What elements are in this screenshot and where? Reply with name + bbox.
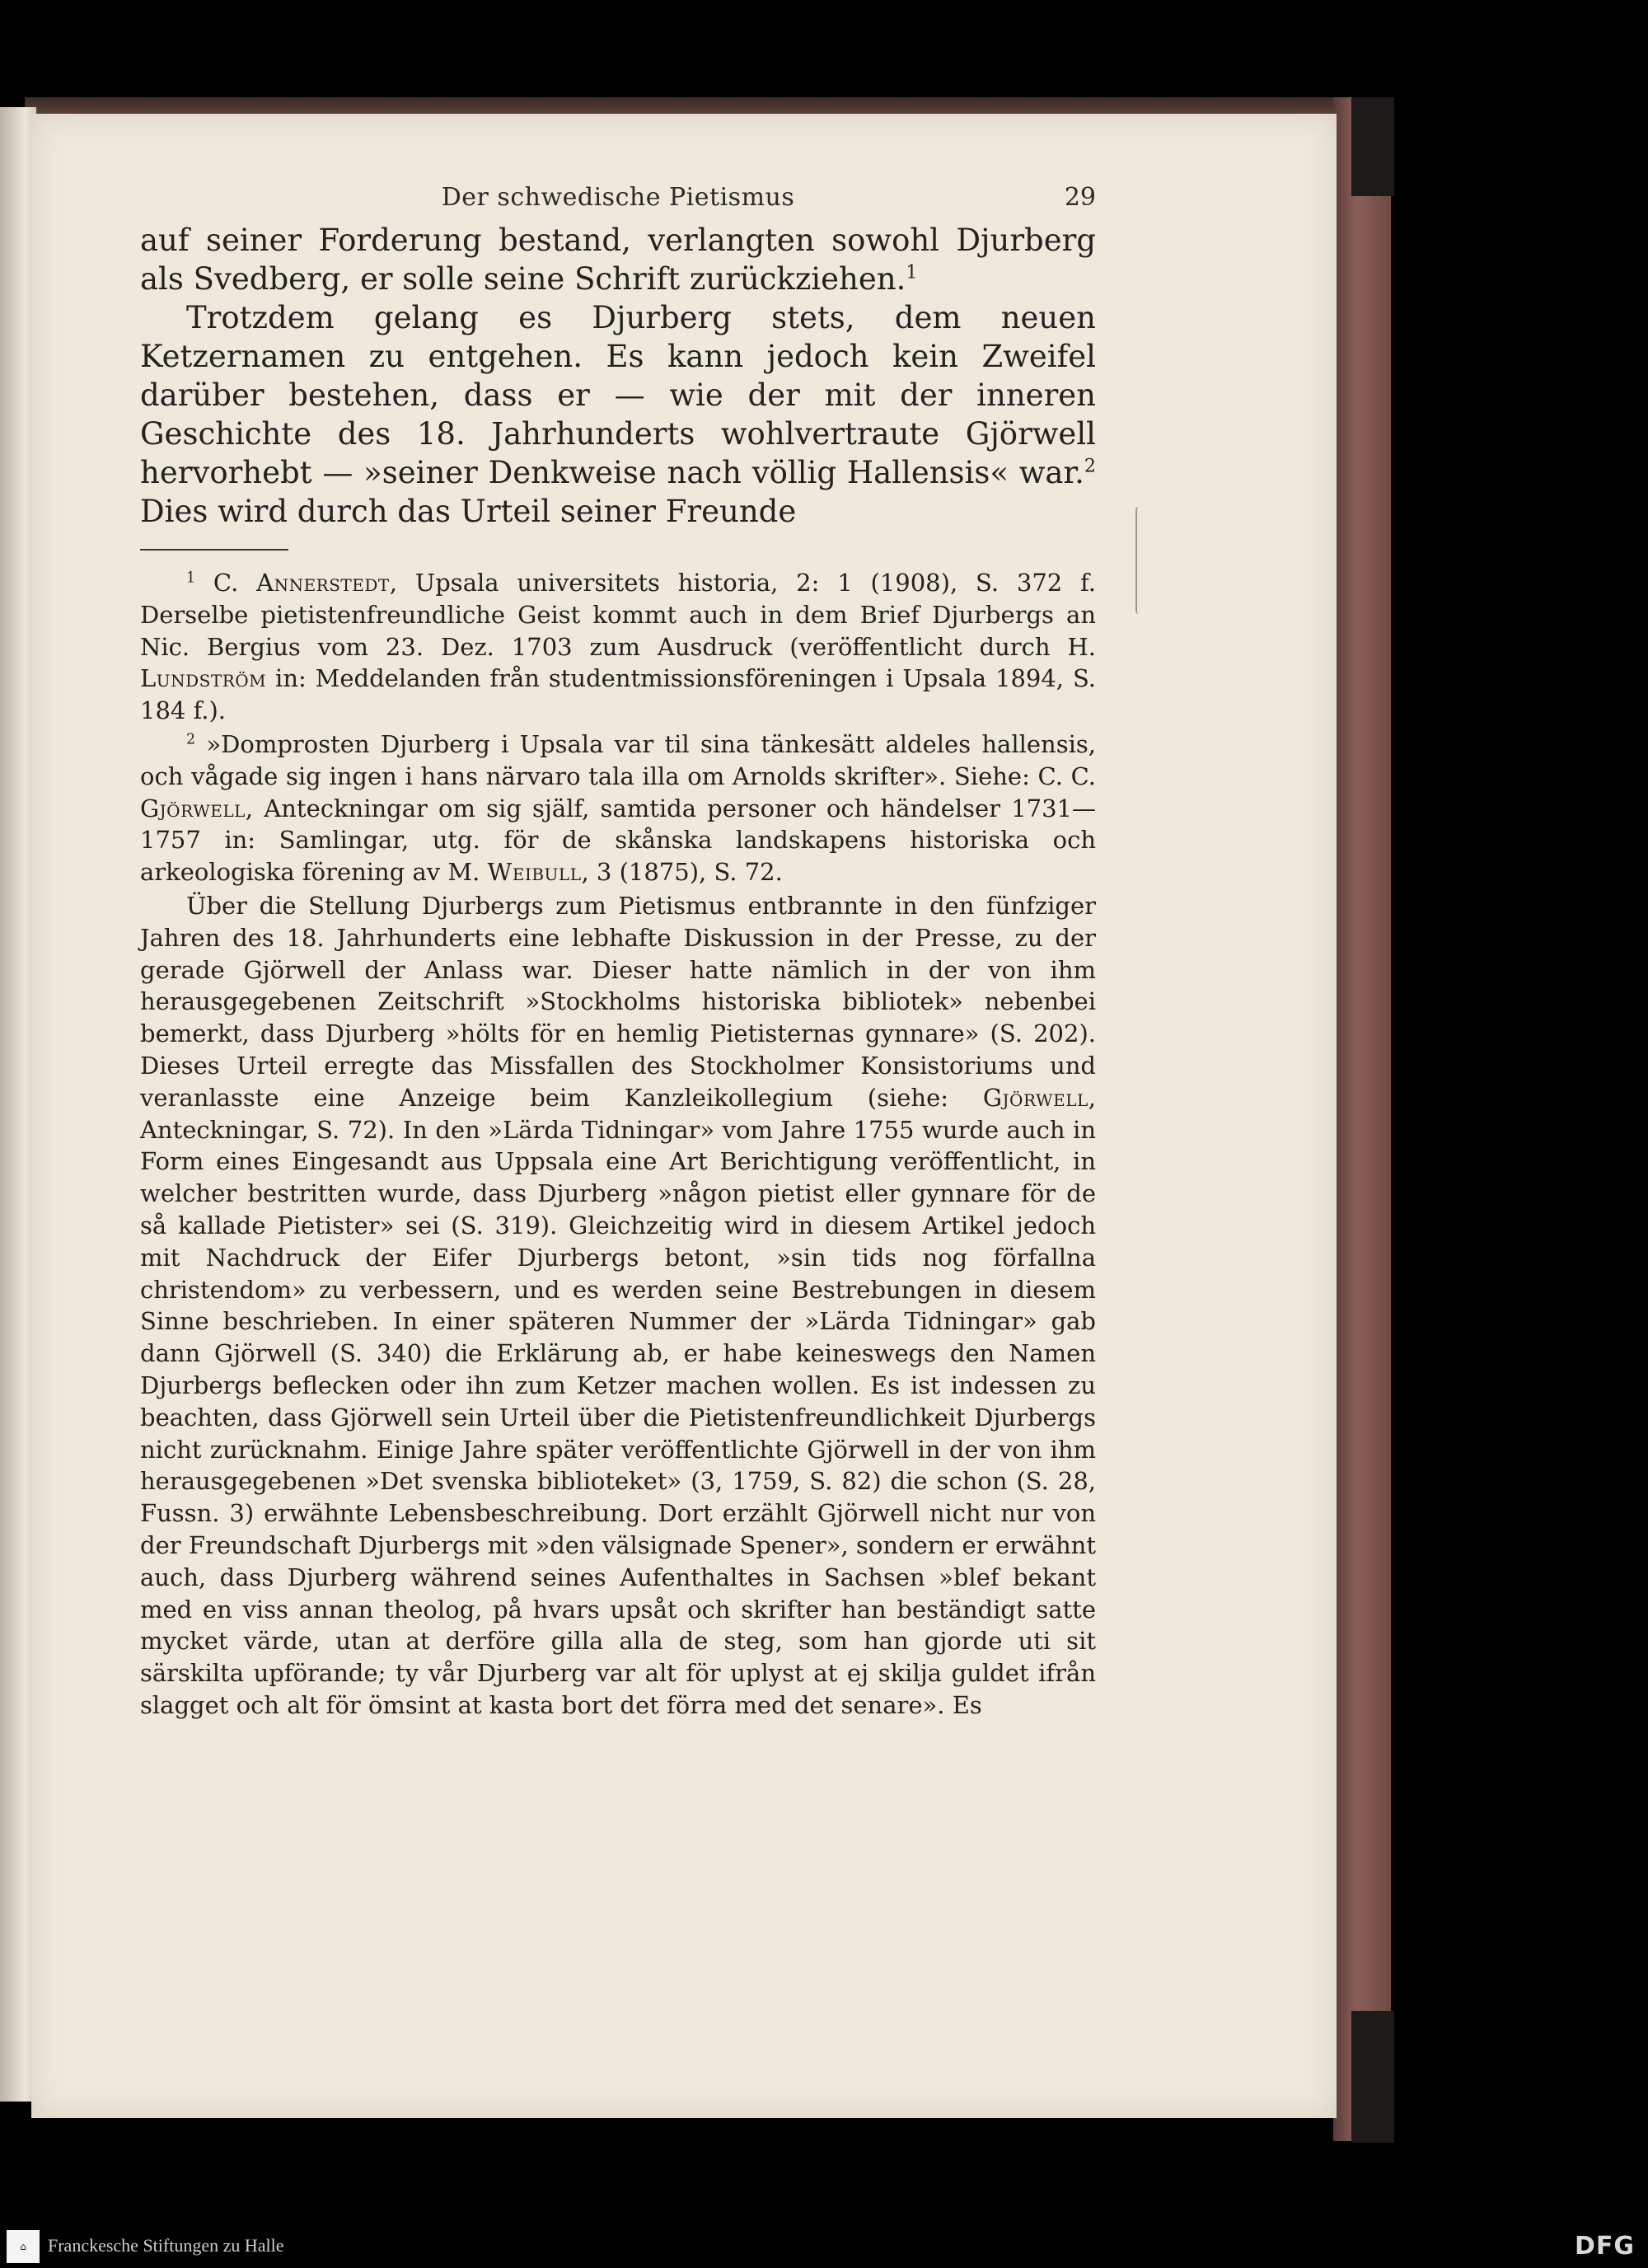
footnote-continuation	[140, 890, 1096, 1722]
footnote-text: , Anteckningar om sig själf, samtida personer och händelser 1731—1757 in: Samlingar, utg. för de skånska landskapens historiska och arkeologiska förening av M.	[140, 794, 1096, 887]
running-head	[140, 175, 1096, 224]
author-name: Lundström	[140, 664, 267, 693]
body-text: Dies wird durch das Urteil seiner Freunde	[140, 494, 797, 529]
footnote-text: , Anteckningar, S. 72). In den »Lärda Tidningar» vom Jahre 1755 wurde auch in Form eines Eingesandt aus Uppsala eine Art Berichtigung veröffentlicht, in welcher bestritten wurde, dass Djurberg »någon pietist eller gynnare för de så kallade Pietister» sei (S. 319). Gleichzeitig wird in diesem Artikel jedoch mit Nachdruck der Eifer Djurbergs betont, »sin tids nog förfallna christendom» zu verbessern, und es werden seine Bestrebungen in diesem Sinne beschrieben. In einer späteren Nummer der »Lärda Tidningar» gab dann Gjörwell (S. 340) die Erklärung ab, er habe keineswegs den Namen Djurbergs beflecken oder ihn zum Ketzer machen wollen. Es ist indessen zu beachten, dass Gjörwell sein Urteil über die Pietistenfreundlichkeit Djurbergs nicht zurücknahm. Einige Jahre später veröffentlichte Gjörwell in der von ihm herausgegebenen »Det svenska biblioteket» (3, 1759, S. 82) die schon (S. 28, Fussn. 3) erwähnte Lebensbeschreibung. Dort erzählt Gjörwell nicht nur von der Freundschaft Djurbergs mit »den välsignade Spener», sondern er erwähnt auch, dass Djurberg während seines Aufenthaltes in Sachsen »blef bekant med en viss annan theolog, på hvars upsåt och skrifter han beständigt satte mycket värde, utan at derföre gilla alla de steg, som han gjorde uti sit särskilta upförande; ty vår Djurberg var alt för uplyst at ej skilja guldet ifrån slagget och alt för ömsint at kasta bort det förra med det senare». Es	[140, 1083, 1096, 1719]
footnote-text: in: Meddelanden från studentmissionsföreningen i Upsala 1894, S. 184 f.).	[140, 664, 1096, 725]
footnote-text: Über die Stellung Djurbergs zum Pietismus entbrannte in den fünfziger Jahren des 18. Jahrhunderts eine lebhafte Diskussion in der Presse, zu der gerade Gjörwell der Anlass war. Dieser hatte nämlich in der von ihm herausgegebenen Zeitschrift »Stockholms historiska bibliotek» nebenbei bemerkt, dass Djurberg »hölts för en hemlig Pietisternas gynnare» (S. 202). Dieses Urteil erregte das Missfallen des Stockholmer Konsistoriums und veranlasste eine Anzeige beim Kanzleikollegium (siehe:	[140, 891, 1096, 1112]
viewer-footer	[0, 2225, 1648, 2268]
footnote-text: , Upsala universitets historia, 2: 1 (1908), S. 372 f. Derselbe pietistenfreundliche Geist kommt auch in dem Brief Djurbergs an Nic. Bergius vom 23. Dez. 1703 zum Ausdruck (veröffentlicht durch H.	[140, 569, 1096, 661]
author-name: Gjörwell	[982, 1083, 1089, 1112]
pencil-margin-mark	[1135, 507, 1142, 614]
body-text: Trotzdem gelang es Djurberg stets, dem neuen Ketzernamen zu entgehen. Es kann jedoch kein Zweifel darüber bestehen, dass er — wie der mit der inneren Geschichte des 18. Jahrhunderts wohlvertraute Gjörwell hervorhebt — »seiner Denkweise nach völlig Hallensis« war.	[140, 300, 1096, 490]
running-title: Der schwedische Pietismus	[441, 183, 795, 212]
text-block	[140, 221, 1096, 1722]
footnote-text: C.	[195, 569, 257, 597]
footnote-rule	[140, 549, 288, 551]
body-paragraph-2	[140, 298, 1096, 531]
institution-name: Franckesche Stiftungen zu Halle	[48, 2235, 284, 2256]
footnote-2	[140, 729, 1096, 888]
cover-corner-top	[1351, 97, 1394, 196]
footnote-marker: 2	[186, 731, 196, 748]
footnote-text: »Domprosten Djurberg i Upsala var til sina tänkesätt aldeles hallensis, och vågade sig ingen i hans närvaro tala illa om Arnolds skrifter». Siehe: C. C.	[140, 729, 1096, 790]
footnote-1	[140, 567, 1096, 727]
footnote-ref: 1	[906, 261, 918, 284]
cover-corner-bottom	[1351, 2011, 1394, 2143]
body-text: auf seiner Forderung bestand, verlangten sowohl Djurberg als Svedberg, er solle seine Schrift zurückziehen.	[140, 223, 1096, 297]
book-cover-right-edge	[1333, 97, 1391, 2141]
author-name: Weibull	[487, 858, 582, 887]
footnote-ref: 2	[1084, 455, 1096, 477]
footnote-marker: 1	[186, 569, 196, 587]
footnote-text: , 3 (1875), S. 72.	[581, 858, 783, 887]
author-name: Gjörwell	[140, 794, 246, 822]
dfg-logo: DFG	[1574, 2232, 1635, 2261]
body-paragraph-1	[140, 221, 1096, 298]
page-number: 29	[1064, 183, 1096, 212]
author-name: Annerstedt	[256, 569, 390, 597]
institution-logo-icon: ⌂	[7, 2230, 40, 2263]
